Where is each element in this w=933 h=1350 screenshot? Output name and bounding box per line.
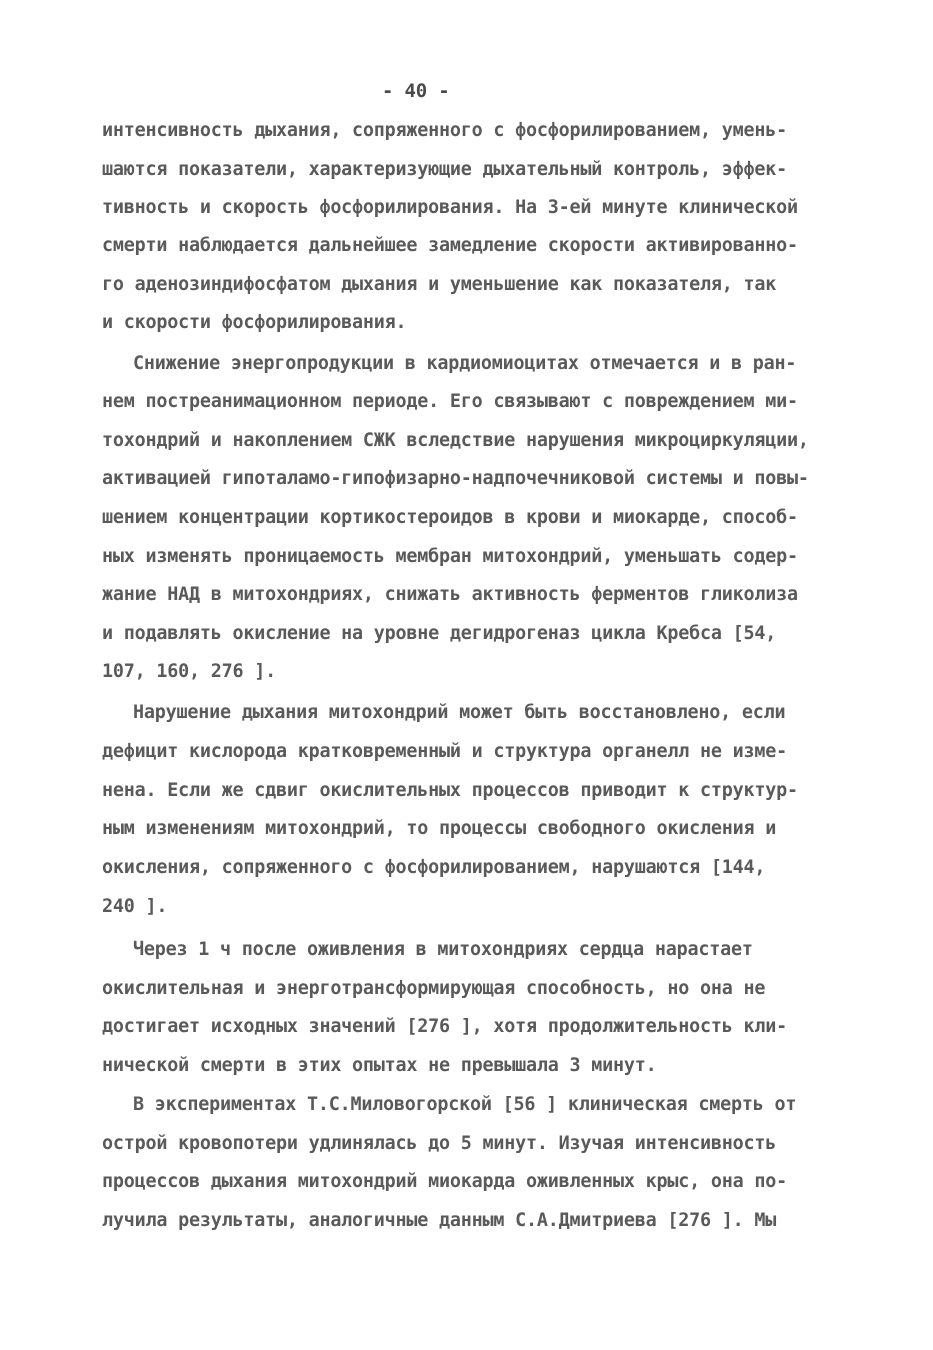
text-line: нической смерти в этих опытах не превышала 3 минут.	[102, 1055, 657, 1076]
text-line: В экспериментах Т.С.Миловогорской [56 ] клиническая смерть от	[133, 1094, 797, 1115]
text-line: процессов дыхания митохондрий миокарда оживленных крыс, она по-	[102, 1171, 787, 1192]
text-line: жание НАД в митохондриях, снижать активность ферментов гликолиза	[102, 584, 798, 605]
text-line: и подавлять окисление на уровне дегидрогеназ цикла Кребса [54,	[102, 623, 777, 644]
text-line: Через 1 ч после оживления в митохондриях сердца нарастает	[133, 939, 753, 960]
text-line: нена. Если же сдвиг окислительных процессов приводит к структур-	[102, 780, 798, 801]
text-line: 107, 160, 276 ].	[102, 661, 276, 682]
text-line: нем постреанимационном периоде. Его связывают с повреждением ми-	[102, 391, 798, 412]
text-line: Снижение энергопродукции в кардиомиоцитах отмечается и в ран-	[133, 353, 797, 374]
text-line: острой кровопотери удлинялась до 5 минут. Изучая интенсивность	[102, 1133, 777, 1154]
text-line: и скорости фосфорилирования.	[102, 312, 407, 333]
text-line: достигает исходных значений [276 ], хотя продолжительность кли-	[102, 1016, 787, 1037]
text-line: окисления, сопряженного с фосфорилированием, нарушаются [144,	[102, 857, 766, 878]
text-line: тивность и скорость фосфорилирования. На 3-ей минуте клинической	[102, 197, 798, 218]
text-line: окислительная и энерготрансформирующая способность, но она не	[102, 978, 766, 999]
text-line: активацией гипоталамо-гипофизарно-надпочечниковой системы и повы-	[102, 468, 809, 489]
text-line: шением концентрации кортикостероидов в крови и миокарде, способ-	[102, 507, 798, 528]
text-line: лучила результаты, аналогичные данным С.А.Дмитриева [276 ]. Мы	[102, 1210, 777, 1231]
text-line: смерти наблюдается дальнейшее замедление скорости активированно-	[102, 235, 798, 256]
text-line: интенсивность дыхания, сопряженного с фосфорилированием, умень-	[102, 120, 787, 141]
text-line: шаются показатели, характеризующие дыхательный контроль, эффек-	[102, 159, 787, 180]
text-line: Нарушение дыхания митохондрий может быть восстановлено, если	[133, 702, 786, 723]
page-number: - 40 -	[382, 80, 450, 102]
text-line: дефицит кислорода кратковременный и структура органелл не изме-	[102, 741, 787, 762]
text-line: тохондрий и накоплением СЖК вследствие нарушения микроциркуляции,	[102, 430, 809, 451]
text-line: го аденозиндифосфатом дыхания и уменьшение как показателя, так	[102, 274, 777, 295]
text-line: ным изменениям митохондрий, то процессы свободного окисления и	[102, 818, 777, 839]
text-line: 240 ].	[102, 896, 168, 917]
text-line: ных изменять проницаемость мембран митохондрий, уменьшать содер-	[102, 546, 798, 567]
